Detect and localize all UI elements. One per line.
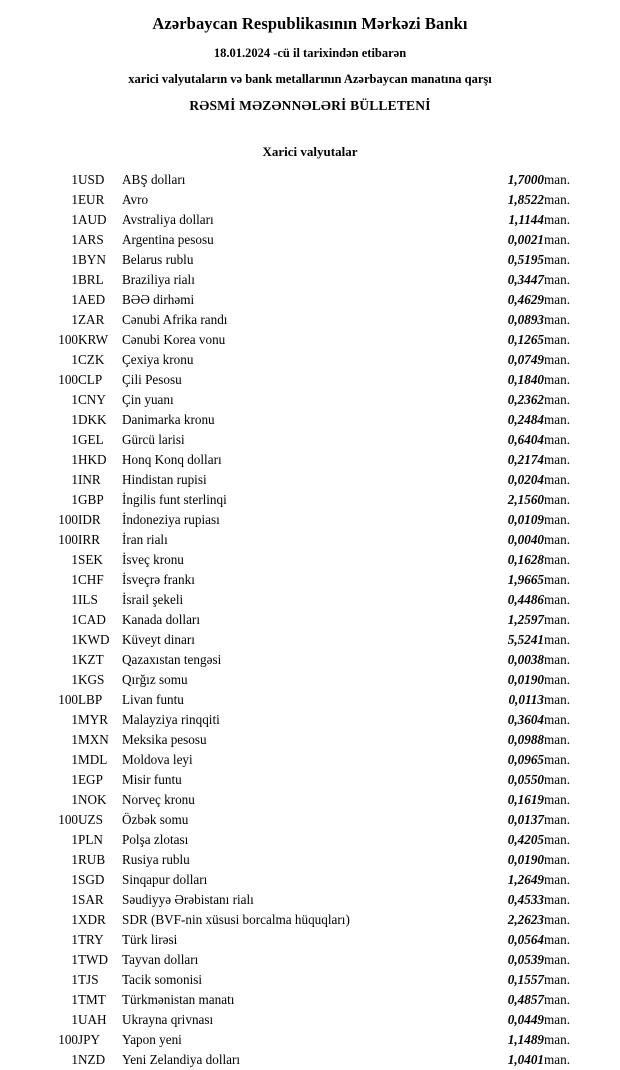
currency-unit: man. [544,1032,571,1047]
currency-amount: 100 [58,512,78,527]
currency-amount: 1 [71,472,78,487]
currency-code: DKK [78,412,107,427]
currency-rate: 1,8522 [507,192,544,207]
table-row [32,170,588,190]
currency-amount: 1 [71,892,78,907]
currency-unit: man. [544,912,571,927]
currency-code: TMT [78,992,106,1007]
currency-rates-body [32,170,588,1070]
currency-code: PLN [78,832,103,847]
currency-unit: man. [544,752,571,767]
table-row [32,810,588,830]
currency-amount: 100 [58,372,78,387]
currency-code: CAD [78,612,106,627]
currency-unit: man. [544,812,571,827]
currency-amount: 1 [71,1012,78,1027]
currency-rate: 1,2649 [507,872,544,887]
currency-rate: 0,5195 [507,252,544,267]
table-row [32,930,588,950]
currency-code: RUB [78,852,106,867]
currency-code: BRL [78,272,104,287]
table-row [32,610,588,630]
table-row [32,290,588,310]
currency-code: SAR [78,892,104,907]
currency-name: Qazaxıstan tengəsi [122,652,222,667]
currency-unit: man. [544,192,571,207]
currency-unit: man. [544,732,571,747]
currency-amount: 1 [71,172,78,187]
currency-unit: man. [544,332,571,347]
currency-rate: 0,1840 [507,372,544,387]
table-row [32,250,588,270]
table-row [32,510,588,530]
currency-rate: 0,2484 [507,412,544,427]
currency-unit: man. [544,472,571,487]
currency-amount: 1 [71,712,78,727]
currency-name: Ukrayna qrivnası [122,1012,214,1027]
table-row [32,890,588,910]
currency-rate: 0,0539 [507,952,544,967]
currency-amount: 1 [71,852,78,867]
currency-unit: man. [544,952,571,967]
currency-rate: 0,0893 [507,312,544,327]
currency-unit: man. [544,872,571,887]
currency-code: KGS [78,672,105,687]
currency-name: ABŞ dolları [122,172,186,187]
currency-name: İran rialı [122,532,168,547]
currency-rate: 0,0021 [507,232,544,247]
currency-name: Türkmənistan manatı [122,992,235,1007]
currency-amount: 1 [71,632,78,647]
currency-name: Türk lirəsi [122,932,178,947]
currency-unit: man. [544,292,571,307]
currency-amount: 1 [71,732,78,747]
currency-unit: man. [544,392,571,407]
table-row [32,310,588,330]
currency-rate: 0,2362 [507,392,544,407]
table-row [32,450,588,470]
table-row [32,670,588,690]
currency-amount: 1 [71,792,78,807]
currency-name: Yeni Zelandiya dolları [122,1052,241,1067]
currency-name: SDR (BVF-nin xüsusi borcalma hüquqları) [122,912,350,927]
currency-unit: man. [544,672,571,687]
currency-code: KRW [78,332,109,347]
currency-rate: 0,0190 [507,672,544,687]
currency-unit: man. [544,772,571,787]
currency-unit: man. [544,692,571,707]
currency-code: MDL [78,752,108,767]
currency-unit: man. [544,652,571,667]
currency-rate: 0,0040 [507,532,544,547]
currency-rate: 0,4629 [507,292,544,307]
currency-code: INR [78,472,101,487]
currency-unit: man. [544,712,571,727]
currency-amount: 1 [71,772,78,787]
currency-code: ILS [78,592,98,607]
currency-amount: 1 [71,292,78,307]
currency-name: BƏƏ dirhəmi [122,292,195,307]
table-row [32,570,588,590]
currency-unit: man. [544,592,571,607]
currency-rate: 0,0137 [507,812,544,827]
table-row [32,1050,588,1070]
currency-rate: 2,1560 [507,492,544,507]
currency-code: ZAR [78,312,105,327]
currency-rate: 2,2623 [507,912,544,927]
currency-amount: 1 [71,352,78,367]
effective-date-line: 18.01.2024 -cü il tarixindən etibarən [213,46,407,60]
currency-unit: man. [544,632,571,647]
table-row [32,750,588,770]
currency-amount: 100 [58,1032,78,1047]
table-row [32,630,588,650]
currency-name: Norveç kronu [122,792,195,807]
currency-unit: man. [544,612,571,627]
currency-amount: 1 [71,572,78,587]
currency-unit: man. [544,892,571,907]
currency-name: Sinqapur dolları [122,872,208,887]
currency-name: İsveç kronu [122,552,184,567]
table-row [32,390,588,410]
currency-name: Səudiyyə Ərəbistanı rialı [122,892,254,907]
table-row [32,730,588,750]
currency-unit: man. [544,432,571,447]
currency-amount: 1 [71,1052,78,1067]
currency-amount: 1 [71,592,78,607]
currency-rate: 1,0401 [507,1052,544,1067]
currency-unit: man. [544,412,571,427]
currency-rate: 0,1619 [507,792,544,807]
currency-name: İngilis funt sterlinqi [122,492,227,507]
currency-name: İsveçrə frankı [122,572,195,587]
currency-rate: 0,0965 [507,752,544,767]
table-row [32,430,588,450]
currency-code: TWD [78,952,109,967]
currency-name: Çexiya kronu [122,352,194,367]
currency-amount: 1 [71,392,78,407]
currency-amount: 1 [71,612,78,627]
currency-name: İndoneziya rupiası [122,512,220,527]
currency-name: Çin yuanı [122,392,174,407]
currency-rate: 0,3604 [507,712,544,727]
currency-amount: 1 [71,492,78,507]
currency-name: Avstraliya dolları [122,212,214,227]
table-row [32,910,588,930]
table-row [32,1010,588,1030]
currency-amount: 1 [71,252,78,267]
currency-unit: man. [544,792,571,807]
currency-rate: 0,3447 [507,272,544,287]
currency-code: CZK [78,352,105,367]
table-row [32,370,588,390]
currency-unit: man. [544,312,571,327]
currency-unit: man. [544,832,571,847]
currency-rate: 1,1489 [507,1032,544,1047]
currency-amount: 1 [71,872,78,887]
table-row [32,990,588,1010]
currency-code: LBP [78,692,103,707]
currency-code: AED [78,292,106,307]
currency-amount: 1 [71,192,78,207]
currency-amount: 100 [58,692,78,707]
currency-rate: 0,6404 [507,432,544,447]
currency-code: SGD [78,872,105,887]
currency-code: KWD [78,632,110,647]
table-row [32,330,588,350]
currency-name: Cənubi Korea vonu [122,332,226,347]
currency-rate: 5,5241 [507,632,544,647]
currency-code: CNY [78,392,106,407]
currency-amount: 1 [71,412,78,427]
currency-unit: man. [544,492,571,507]
currency-name: Honq Konq dolları [122,452,222,467]
currency-name: Belarus rublu [122,252,194,267]
currency-amount: 1 [71,752,78,767]
currency-unit: man. [544,232,571,247]
currency-unit: man. [544,352,571,367]
currency-name: Hindistan rupisi [122,472,207,487]
currency-unit: man. [544,172,571,187]
currency-rate: 0,4205 [507,832,544,847]
currency-name: Argentina pesosu [122,232,214,247]
currency-code: AUD [78,212,107,227]
currency-name: Meksika pesosu [122,732,207,747]
currency-name: Danimarka kronu [122,412,215,427]
currency-amount: 100 [58,812,78,827]
currency-rate: 0,0204 [507,472,544,487]
currency-code: UZS [78,812,103,827]
currency-unit: man. [544,552,571,567]
currency-rate: 0,0113 [508,692,544,707]
currency-unit: man. [544,512,571,527]
currency-code: EUR [78,192,105,207]
currency-amount: 1 [71,992,78,1007]
currency-unit: man. [544,212,571,227]
table-row [32,470,588,490]
currency-rate: 0,1557 [507,972,544,987]
currency-code: IRR [78,532,100,547]
currency-name: Yapon yeni [122,1032,182,1047]
bank-title: Azərbaycan Respublikasının Mərkəzi Bankı [152,14,468,33]
currency-unit: man. [544,272,571,287]
currency-name: Polşa zlotası [122,832,189,847]
currency-rate: 0,2174 [507,452,544,467]
table-row [32,590,588,610]
currency-name: Braziliya rialı [122,272,195,287]
table-row [32,190,588,210]
currency-amount: 1 [71,672,78,687]
currency-rate: 0,0988 [507,732,544,747]
table-row [32,830,588,850]
table-row [32,1030,588,1050]
currency-name: Rusiya rublu [122,852,190,867]
table-row [32,270,588,290]
table-row [32,690,588,710]
currency-rate: 0,0550 [507,772,544,787]
currency-rate: 0,0109 [507,512,544,527]
currency-unit: man. [544,252,571,267]
currency-unit: man. [544,572,571,587]
table-row [32,770,588,790]
currency-name: Qırğız somu [122,672,188,687]
table-row [32,650,588,670]
currency-rate: 0,0564 [507,932,544,947]
currency-name: Tayvan dolları [122,952,199,967]
currency-amount: 1 [71,652,78,667]
table-row [32,870,588,890]
table-row [32,210,588,230]
table-row [32,550,588,570]
currency-unit: man. [544,852,571,867]
currency-amount: 1 [71,432,78,447]
currency-amount: 1 [71,832,78,847]
table-row [32,490,588,510]
currency-name: Avro [122,192,149,207]
currency-amount: 100 [58,532,78,547]
currency-amount: 1 [71,552,78,567]
currency-code: TJS [78,972,99,987]
currency-unit: man. [544,1052,571,1067]
currency-amount: 1 [71,952,78,967]
currency-code: NZD [78,1052,106,1067]
currency-rate: 0,4857 [507,992,544,1007]
currency-code: USD [78,172,105,187]
currency-name: Küveyt dinarı [122,632,195,647]
currency-code: UAH [78,1012,107,1027]
currency-code: GEL [78,432,104,447]
currency-unit: man. [544,972,571,987]
currency-rate: 1,1144 [508,212,544,227]
currency-amount: 1 [71,452,78,467]
currency-name: Misir funtu [122,772,182,787]
section-title-foreign-currencies: Xarici valyutalar [262,144,358,159]
currency-unit: man. [544,1012,571,1027]
table-row [32,950,588,970]
currency-name: Gürcü larisi [122,432,185,447]
currency-amount: 1 [71,212,78,227]
table-row [32,530,588,550]
table-row [32,710,588,730]
currency-name: Özbək somu [122,812,189,827]
currency-code: HKD [78,452,107,467]
currency-code: NOK [78,792,107,807]
table-row [32,970,588,990]
currency-code: EGP [78,772,103,787]
document-subtitle: xarici valyutaların və bank metallarının Azərbaycan manatına qarşı [128,72,492,86]
currency-rate: 0,4533 [507,892,544,907]
currency-unit: man. [544,372,571,387]
currency-amount: 1 [71,272,78,287]
currency-code: BYN [78,252,106,267]
currency-code: CHF [78,572,104,587]
table-row [32,230,588,250]
currency-code: KZT [78,652,104,667]
currency-amount: 1 [71,972,78,987]
currency-rate: 0,1628 [507,552,544,567]
currency-rates-table [32,170,588,1070]
table-row [32,350,588,370]
currency-name: Tacik somonisi [122,972,203,987]
currency-name: Çili Pesosu [122,372,182,387]
currency-rate: 0,4486 [507,592,544,607]
currency-unit: man. [544,932,571,947]
currency-name: Livan funtu [122,692,184,707]
currency-code: MYR [78,712,109,727]
document-header [0,14,620,114]
currency-amount: 100 [58,332,78,347]
currency-name: Malayziya rinqqiti [122,712,220,727]
table-row [32,410,588,430]
currency-code: CLP [78,372,103,387]
currency-code: SEK [78,552,103,567]
currency-code: GBP [78,492,104,507]
currency-name: Kanada dolları [122,612,200,627]
currency-code: ARS [78,232,104,247]
table-row [32,790,588,810]
currency-amount: 1 [71,932,78,947]
currency-amount: 1 [71,232,78,247]
currency-code: MXN [78,732,109,747]
currency-rate: 1,2597 [507,612,544,627]
currency-rate: 1,7000 [507,172,544,187]
currency-unit: man. [544,452,571,467]
table-row [32,850,588,870]
currency-code: XDR [78,912,106,927]
currency-code: IDR [78,512,101,527]
currency-code: JPY [78,1032,100,1047]
currency-unit: man. [544,992,571,1007]
currency-rate: 0,1265 [507,332,544,347]
currency-name: Cənubi Afrika randı [122,312,228,327]
currency-rate: 0,0190 [507,852,544,867]
currency-unit: man. [544,532,571,547]
currency-name: Moldova leyi [122,752,193,767]
currency-rate: 0,0038 [507,652,544,667]
currency-amount: 1 [71,312,78,327]
currency-rate: 0,0749 [507,352,544,367]
currency-rate: 1,9665 [507,572,544,587]
currency-amount: 1 [71,912,78,927]
currency-code: TRY [78,932,104,947]
bulletin-heading: RƏSMİ MƏZƏNNƏLƏRİ BÜLLETENİ [189,98,431,113]
currency-name: İsrail şekeli [122,592,184,607]
currency-rate: 0,0449 [507,1012,544,1027]
